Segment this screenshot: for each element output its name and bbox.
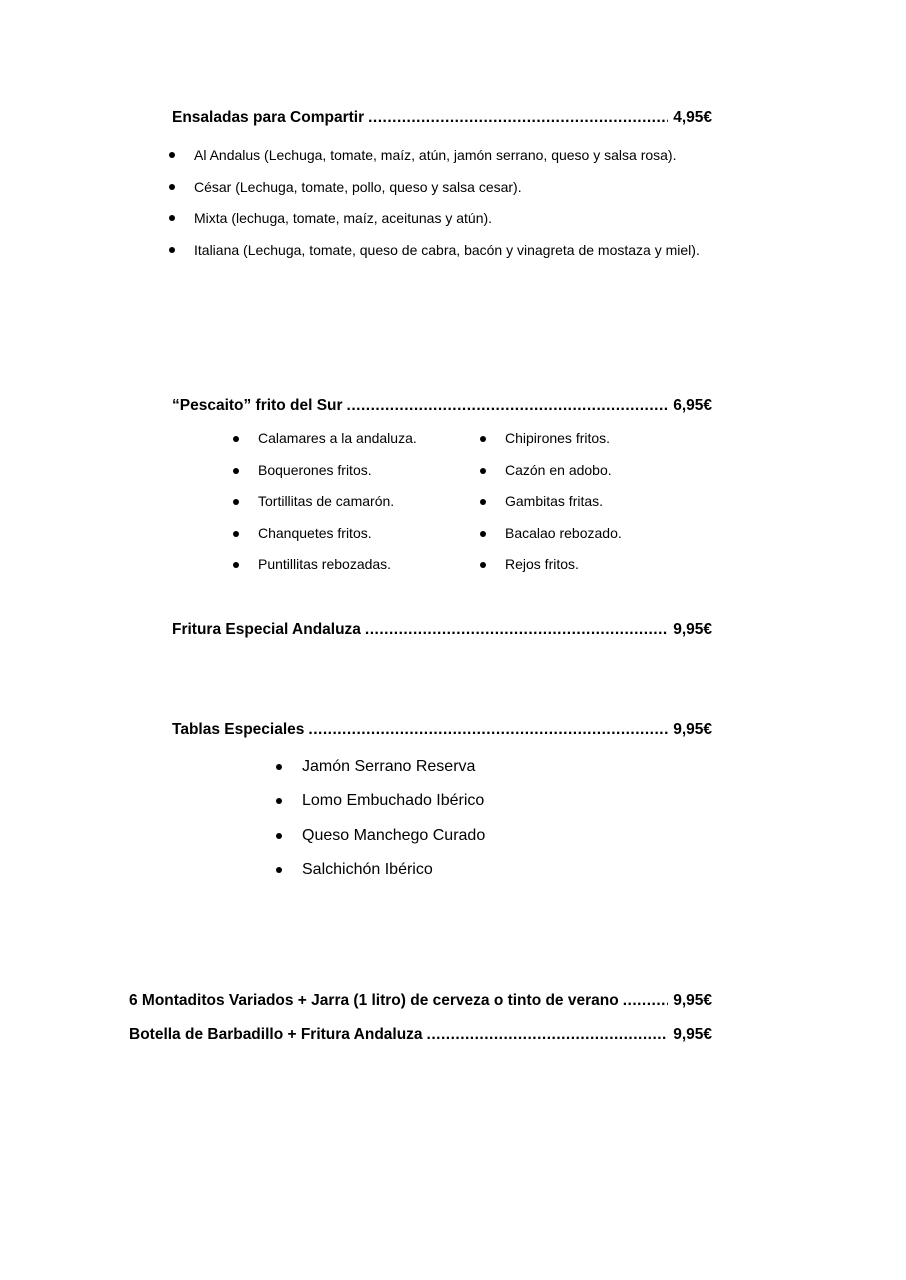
ensalada-item: Mixta (lechuga, tomate, maíz, aceitunas y atún). [194,210,493,226]
bullet-icon [169,152,175,158]
botella-heading [129,1026,712,1044]
bullet-icon [233,436,239,442]
list-item [230,486,460,518]
fritura-heading [172,621,712,639]
pescaito-item: Bacalao rebozado. [505,524,622,541]
pescaito-item: Cazón en adobo. [505,461,612,478]
list-item [273,750,573,784]
dot-leader [368,109,668,127]
pescaito-item: Rejos fritos. [505,556,579,573]
dot-leader [308,721,668,739]
list-item [230,455,460,487]
pescaito-item: Calamares a la andaluza. [258,430,417,446]
ensaladas-list [166,140,712,265]
list-item [230,423,460,455]
bullet-icon [480,562,486,568]
bullet-icon [276,798,282,804]
pescaito-item: Chipirones fritos. [505,430,611,446]
pescaito-title: “Pescaito” frito del Sur [172,397,343,414]
dot-leader [365,621,668,639]
ensaladas-price: 4,95€ [673,109,712,126]
bullet-icon [276,764,282,770]
bullet-icon [480,436,486,442]
list-item [230,549,460,581]
pescaito-column-a [230,423,460,581]
pescaito-item: Chanquetes fritos. [258,524,372,541]
montaditos-title: 6 Montaditos Variados + Jarra (1 litro) de cerveza o tinto de verano [129,992,619,1009]
pescaito-column-b [477,423,707,581]
bullet-icon [233,499,239,505]
list-item [273,819,573,853]
pescaito-item: Gambitas fritas. [505,493,604,510]
dot-leader [623,992,669,1010]
bullet-icon [480,499,486,505]
dot-leader [427,1026,669,1044]
tablas-heading [172,721,712,739]
bullet-icon [480,468,486,474]
ensaladas-title: Ensaladas para Compartir [172,109,365,126]
pescaito-item: Boquerones fritos. [258,461,372,478]
tablas-price: 9,95€ [673,721,712,738]
tabla-item: Jamón Serrano Reserva [302,758,476,775]
list-item [273,853,573,887]
list-item [166,140,712,171]
tablas-title: Tablas Especiales [172,721,305,738]
bullet-icon [276,833,282,839]
montaditos-price: 9,95€ [673,992,712,1009]
bullet-icon [233,562,239,568]
bullet-icon [233,531,239,537]
montaditos-heading [129,992,712,1010]
ensalada-item: Italiana (Lechuga, tomate, queso de cabra, bacón y vinagreta de mostaza y miel). [194,241,700,258]
pescaito-item: Puntillitas rebozadas. [258,556,392,573]
tablas-list [273,750,573,887]
bullet-icon [169,215,175,221]
botella-title: Botella de Barbadillo + Fritura Andaluza [129,1026,423,1043]
ensaladas-heading [172,109,712,127]
botella-price: 9,95€ [673,1026,712,1043]
list-item [166,203,712,234]
pescaito-price: 6,95€ [673,397,712,414]
list-item [166,172,712,203]
bullet-icon [276,867,282,873]
dot-leader [347,397,669,415]
list-item [477,455,707,487]
pescaito-heading [172,397,712,415]
list-item [477,518,707,550]
tabla-item: Queso Manchego Curado [302,826,486,844]
ensalada-item: César (Lechuga, tomate, pollo, queso y salsa cesar). [194,178,522,195]
pescaito-item: Tortillitas de camarón. [258,493,395,510]
list-item [230,518,460,550]
fritura-price: 9,95€ [673,621,712,638]
list-item [477,486,707,518]
bullet-icon [169,184,175,190]
tabla-item: Salchichón Ibérico [302,860,433,878]
list-item [477,549,707,581]
ensalada-item: Al Andalus (Lechuga, tomate, maíz, atún, jamón serrano, queso y salsa rosa). [194,147,677,163]
tabla-item: Lomo Embuchado Ibérico [302,792,485,810]
list-item [166,235,712,266]
fritura-title: Fritura Especial Andaluza [172,621,361,638]
bullet-icon [233,468,239,474]
bullet-icon [169,247,175,253]
list-item [477,423,707,455]
bullet-icon [480,531,486,537]
list-item [273,784,573,818]
